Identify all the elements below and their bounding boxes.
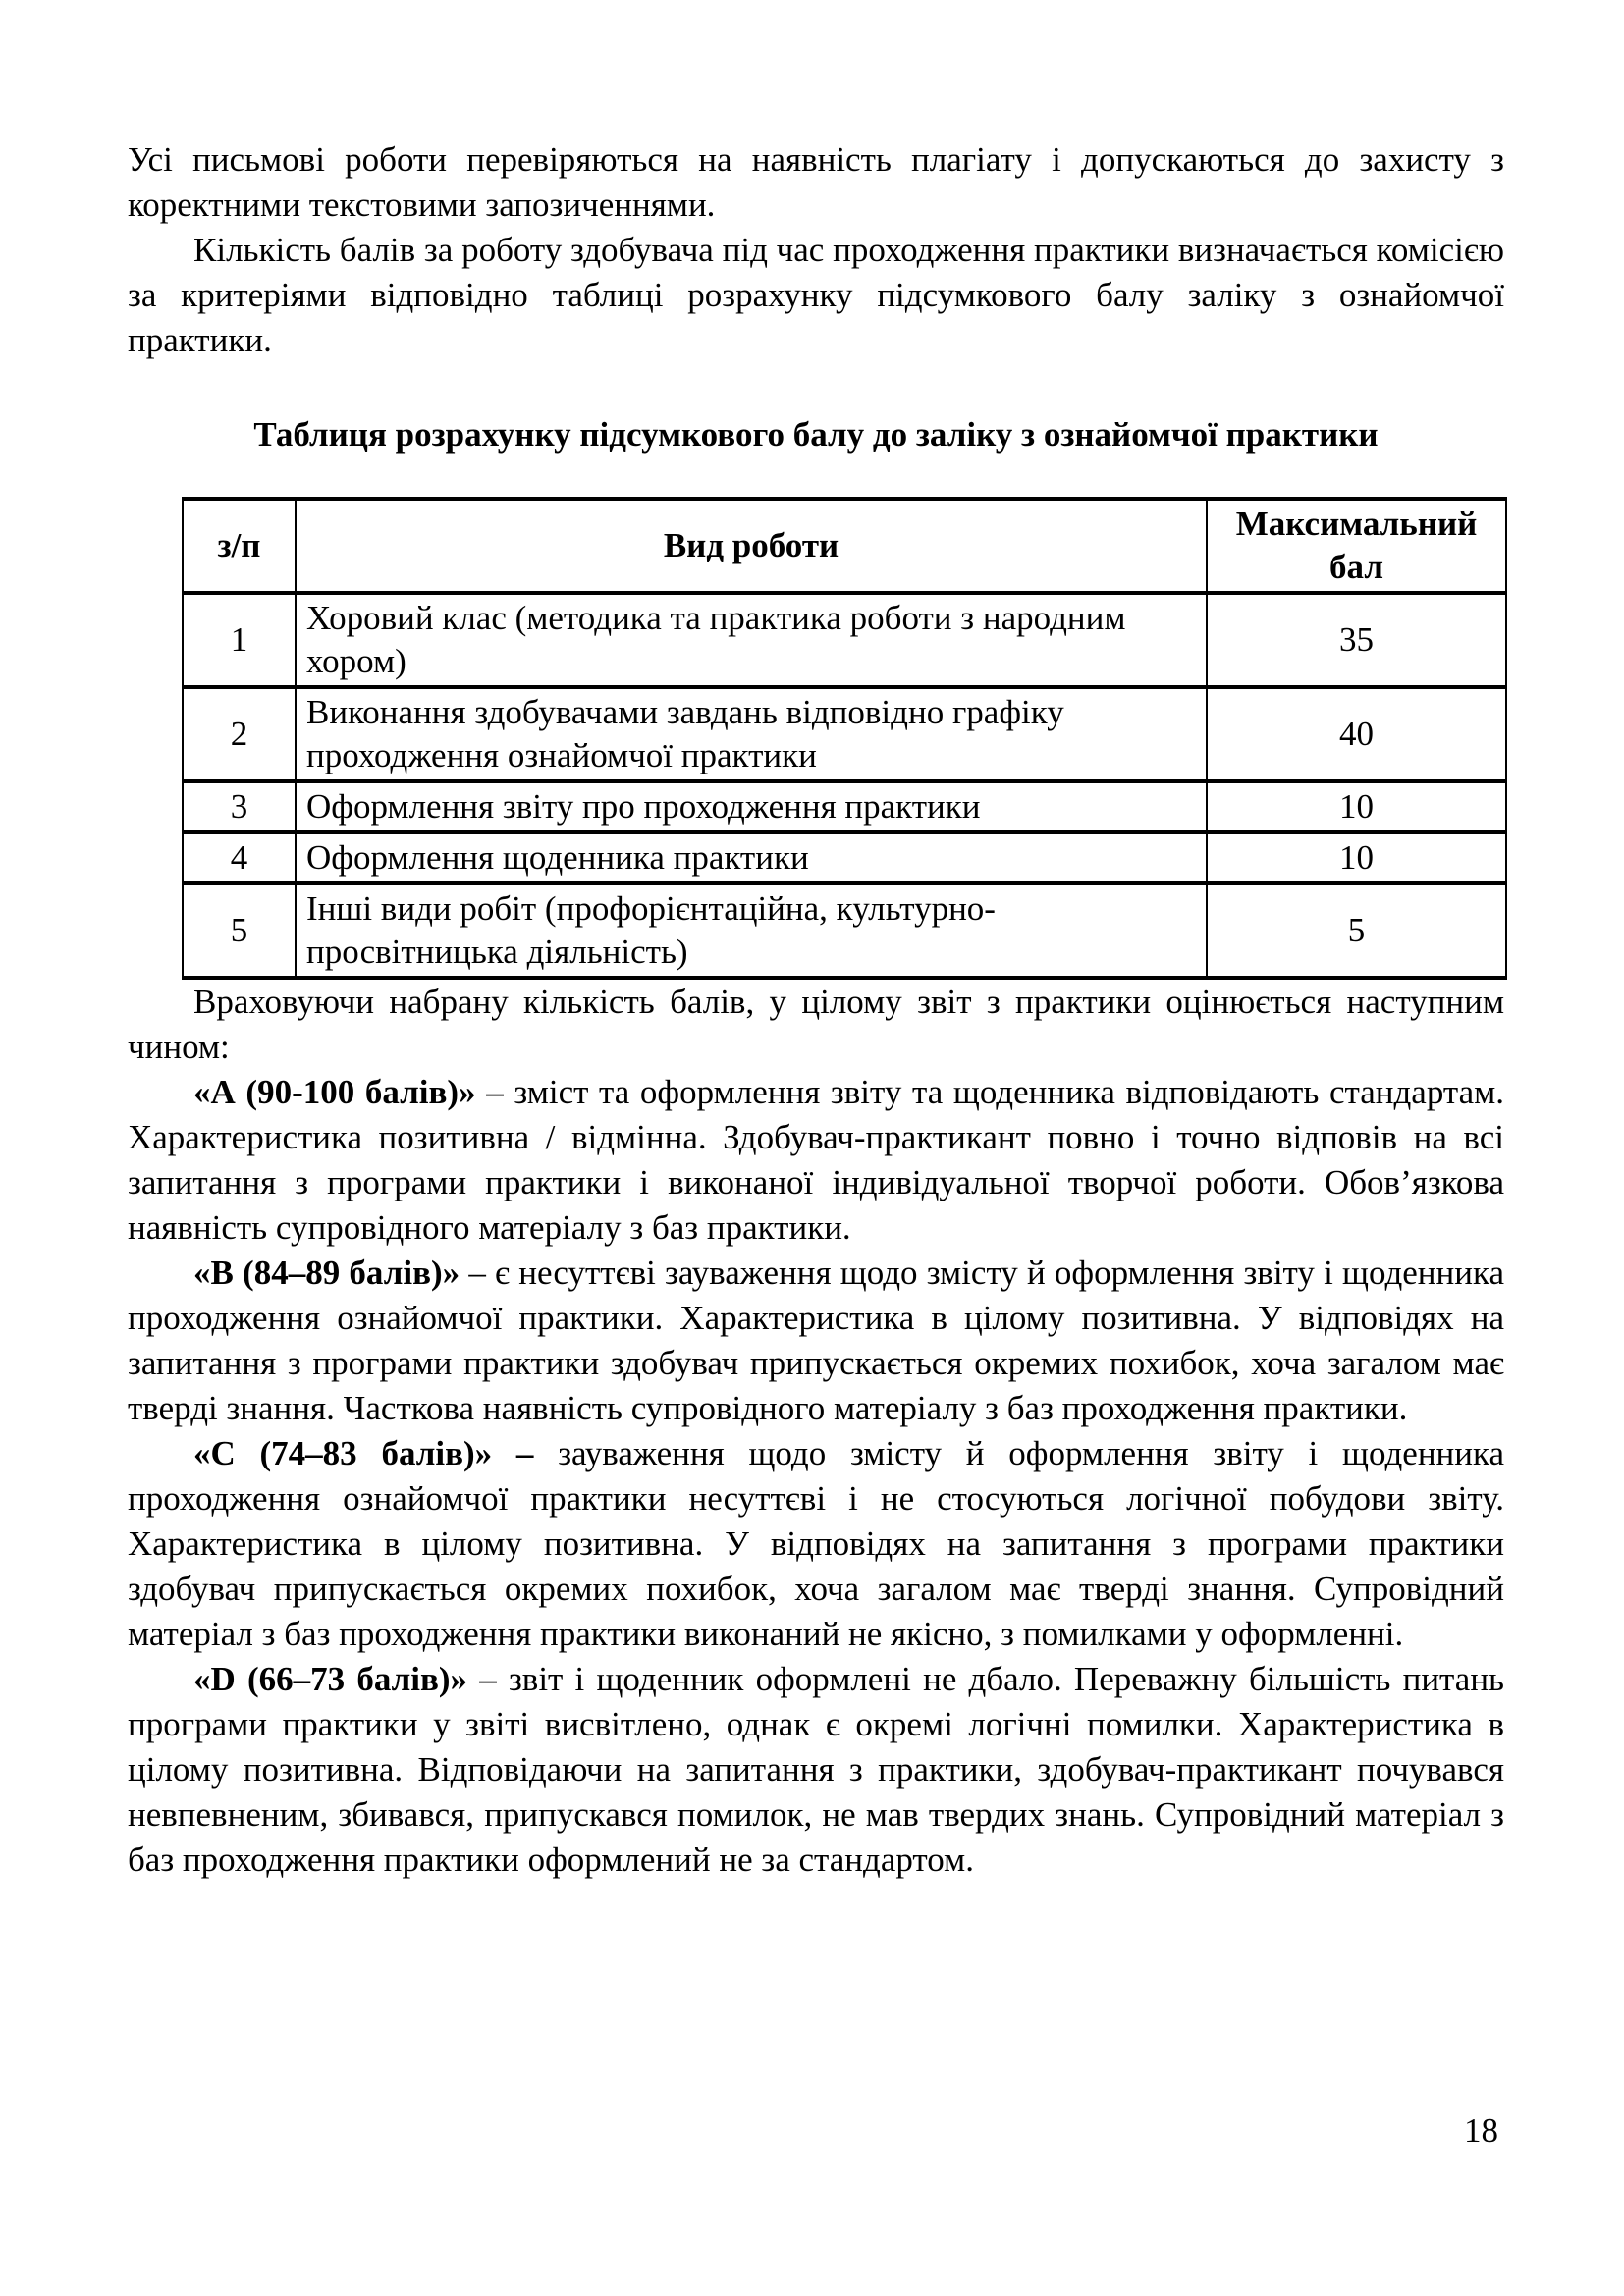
grade-d-label: «D (66–73 балів)» xyxy=(193,1660,468,1698)
paragraph-grade-d xyxy=(128,1657,1504,1883)
row-work-type: Інші види робіт (профорієнтаційна, культурно-просвітницька діяльність) xyxy=(296,883,1207,978)
row-number: 2 xyxy=(183,687,296,781)
table-row xyxy=(183,781,1506,832)
score-table xyxy=(182,497,1507,980)
row-work-type: Хоровий клас (методика та практика роботи з народним хором) xyxy=(296,593,1207,687)
row-max-score: 35 xyxy=(1207,593,1506,687)
row-max-score: 10 xyxy=(1207,781,1506,832)
row-number: 5 xyxy=(183,883,296,978)
paragraph-grading-intro: Враховуючи набрану кількість балів, у цілому звіт з практики оцінюється наступним чином: xyxy=(128,983,1504,1066)
table-header-work-type: Вид роботи xyxy=(296,499,1207,593)
grade-c-text: зауваження щодо змісту й оформлення звіту і щоденника проходження ознайомчої практики несуттєві і не стосуються логічної побудови звіту. Характеристика в цілому позитивна. У відповідях на запитання з програми практики здобувач припускається окремих похибок, хоча загалом має тверді знання. Супровідний матеріал з баз проходження практики виконаний не якісно, з помилками у оформленні. xyxy=(128,1434,1505,1653)
paragraph-grade-b xyxy=(128,1251,1504,1431)
table-header-row xyxy=(183,499,1506,593)
grade-a-text: – зміст та оформлення звіту та щоденника відповідають стандартам. Характеристика позитивна / відмінна. Здобувач-практикант повно і точно відповів на всі запитання з програми практики і виконаної індивідуальної творчої роботи. Обов’язкова наявність супровідного матеріалу з баз практики. xyxy=(128,1073,1505,1247)
paragraph-score-determination: Кількість балів за роботу здобувача під час проходження практики визначається комісією за критеріями відповідно таблиці розрахунку підсумкового балу заліку з ознайомчої практики. xyxy=(128,231,1504,359)
grade-b-label: «В (84–89 балів)» xyxy=(193,1254,460,1292)
grade-b-text: – є несуттєві зауваження щодо змісту й оформлення звіту і щоденника проходження ознайомчої практики. Характеристика в цілому позитивна. У відповідях на запитання з програми практики здобувач припускається окремих похибок, хоча загалом має тверді знання. Часткова наявність супровідного матеріалу з баз проходження практики. xyxy=(128,1254,1504,1427)
row-number: 1 xyxy=(183,593,296,687)
row-max-score: 40 xyxy=(1207,687,1506,781)
page-number: 18 xyxy=(1464,2111,1498,2150)
table-header-num: з/п xyxy=(183,499,296,593)
row-number: 3 xyxy=(183,781,296,832)
paragraph-grade-c xyxy=(128,1431,1504,1657)
table-header-max-score: Максимальний бал xyxy=(1207,499,1506,593)
row-work-type: Виконання здобувачами завдань відповідно графіку проходження ознайомчої практики xyxy=(296,687,1207,781)
table-row xyxy=(183,687,1506,781)
paragraph-grade-a xyxy=(128,1070,1504,1251)
row-work-type: Оформлення звіту про проходження практики xyxy=(296,781,1207,832)
paragraph-plagiarism-check: Усі письмові роботи перевіряються на наявність плагіату і допускаються до захисту з коректними текстовими запозиченнями. xyxy=(128,140,1504,224)
row-max-score: 10 xyxy=(1207,832,1506,883)
row-number: 4 xyxy=(183,832,296,883)
grade-c-label: «С (74–83 балів)» – xyxy=(193,1434,534,1472)
grade-d-text: – звіт і щоденник оформлені не дбало. Переважну більшість питань програми практики у звіті висвітлено, однак є окремі логічні помилки. Характеристика в цілому позитивна. Відповідаючи на запитання з практики, здобувач-практикант почувався невпевненим, збивався, припускався помилок, не мав твердих знань. Супровідний матеріал з баз проходження практики оформлений не за стандартом. xyxy=(128,1660,1505,1879)
table-row xyxy=(183,593,1506,687)
table-title: Таблиця розрахунку підсумкового балу до заліку з ознайомчої практики xyxy=(253,415,1379,454)
row-work-type: Оформлення щоденника практики xyxy=(296,832,1207,883)
grade-a-label: «А (90-100 балів)» xyxy=(193,1073,476,1111)
table-row xyxy=(183,832,1506,883)
table-row xyxy=(183,883,1506,978)
row-max-score: 5 xyxy=(1207,883,1506,978)
